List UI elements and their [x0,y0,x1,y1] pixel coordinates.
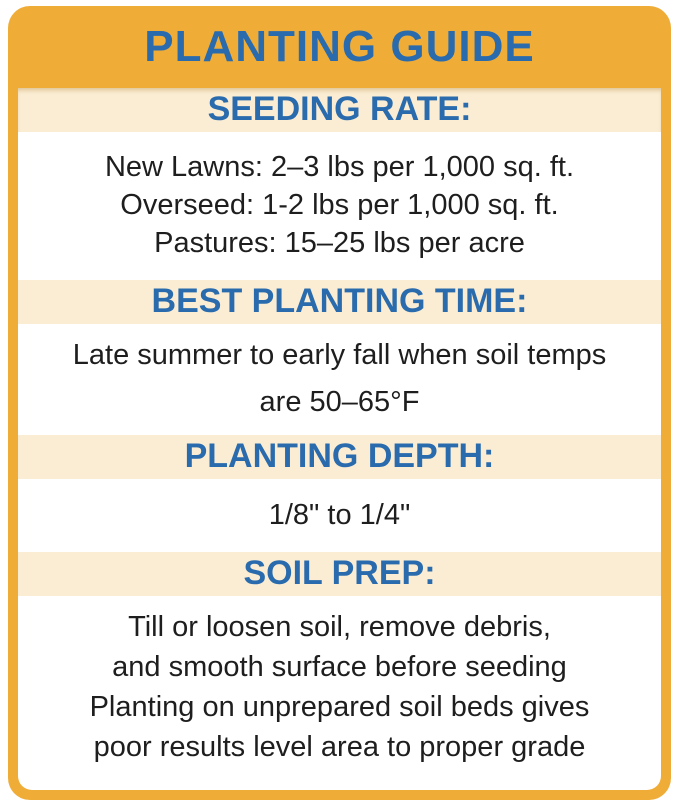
soil-prep-text-line-1: Till or loosen soil, remove debris, [128,611,551,643]
seeding-rate-new-lawns: New Lawns: 2–3 lbs per 1,000 sq. ft. [104,151,575,183]
heading-best-planting-time: BEST PLANTING TIME: [18,280,661,324]
heading-soil-prep: SOIL PREP: [18,552,661,596]
heading-seeding-rate: SEEDING RATE: [18,88,661,132]
section-soil-prep [18,596,661,790]
planting-time-text-line-1: Late summer to early fall when soil temps [72,339,607,371]
planting-time-text-line-2: are 50–65°F [259,386,420,418]
section-seeding-rate [18,132,661,280]
heading-planting-depth: PLANTING DEPTH: [18,435,661,479]
seeding-rate-overseed: Overseed: 1-2 lbs per 1,000 sq. ft. [120,189,559,221]
soil-prep-text-line-2: and smooth surface before seeding [112,651,567,683]
card-body-panel [18,88,661,790]
card-title: PLANTING GUIDE [144,22,535,71]
soil-prep-text-line-3: Planting on unprepared soil beds gives [89,691,590,723]
section-planting-depth [18,479,661,552]
planting-guide-card [8,6,671,800]
planting-depth-value: 1/8" to 1/4" [268,499,411,531]
soil-prep-text-line-4: poor results level area to proper grade [93,731,586,763]
seeding-rate-pastures: Pastures: 15–25 lbs per acre [154,227,525,259]
section-best-planting-time [18,324,661,435]
